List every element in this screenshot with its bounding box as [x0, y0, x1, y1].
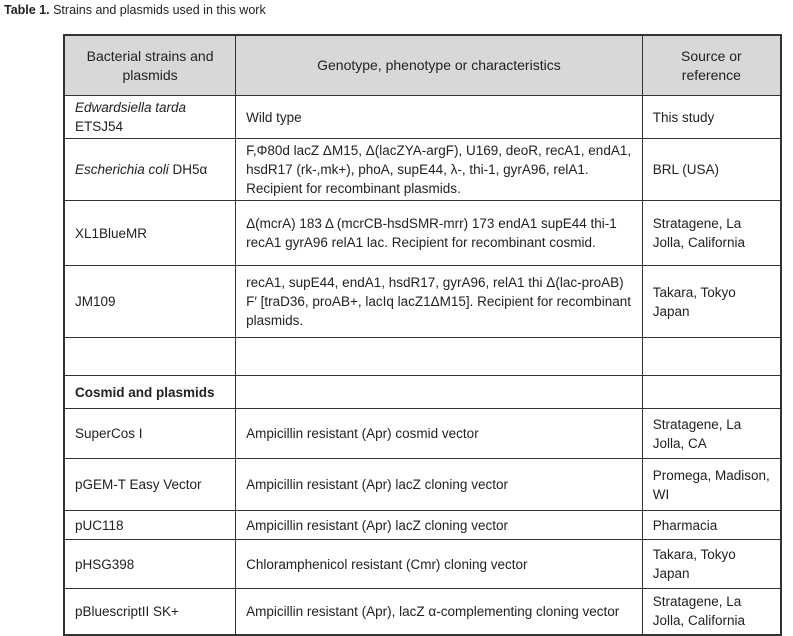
plasmid-name: pBluescriptII SK+: [64, 589, 236, 635]
strain-name-italic: Edwardsiella tarda: [75, 100, 187, 115]
table-row: [64, 201, 781, 266]
plasmid-name: pGEM-T Easy Vector: [64, 459, 236, 511]
plasmid-name: pUC118: [64, 511, 236, 540]
genotype-cell: Ampicillin resistant (Apr) lacZ cloning vector: [236, 459, 643, 511]
genotype-cell: F,Φ80d lacZ ΔM15, Δ(lacZYA-argF), U169, deoR, recA1, endA1, hsdR17 (rk-,mk+), phoA, supE44, λ-, thi-1, gyrA96, relA1. Recipient for recombinant plasmids.: [236, 139, 643, 201]
empty-row: [64, 338, 781, 376]
table-row: [64, 540, 781, 589]
section-heading: Cosmid and plasmids: [64, 376, 236, 409]
table-row: [64, 139, 781, 201]
strain-name: [64, 266, 236, 338]
genotype-cell: recA1, supE44, endA1, hsdR17, gyrA96, relA1 thi Δ(lac-proAB) F′ [traD36, proAB+, lacIq lacZ1ΔM15]. Recipient for recombinant plasmids.: [236, 266, 643, 338]
header-source: Source or reference: [642, 35, 781, 96]
source-cell: Stratagene, La Jolla, California: [642, 201, 781, 266]
caption-text: Strains and plasmids used in this work: [49, 3, 266, 17]
strain-name-italic: Escherichia coli: [75, 162, 169, 177]
strain-name: [64, 96, 236, 139]
table-row: [64, 511, 781, 540]
strain-name: [64, 201, 236, 266]
source-cell: Takara, Tokyo Japan: [642, 266, 781, 338]
genotype-cell: Ampicillin resistant (Apr), lacZ α-complementing cloning vector: [236, 589, 643, 635]
table-caption: [4, 3, 266, 17]
source-cell: Takara, Tokyo Japan: [642, 540, 781, 589]
strain-name-rest: XL1BlueMR: [75, 225, 148, 241]
strain-name-rest: JM109: [75, 294, 116, 309]
source-cell: Pharmacia: [642, 511, 781, 540]
genotype-cell: Ampicillin resistant (Apr) lacZ cloning vector: [236, 511, 643, 540]
section-row: [64, 376, 781, 409]
genotype-cell: Ampicillin resistant (Apr) cosmid vector: [236, 409, 643, 459]
strain-name-rest: DH5α: [168, 162, 208, 177]
source-cell: Stratagene, La Jolla, California: [642, 589, 781, 635]
genotype-cell: Δ(mcrA) 183 Δ (mcrCB-hsdSMR-mrr) 173 endA1 supE44 thi-1 recA1 gyrA96 relA1 lac. Recipient for recombinant cosmid.: [236, 201, 643, 266]
table-row: [64, 589, 781, 635]
strain-name: [64, 139, 236, 201]
source-cell: BRL (USA): [642, 139, 781, 201]
source-cell: Promega, Madison, WI: [642, 459, 781, 511]
caption-label: Table 1.: [4, 3, 50, 17]
strain-name-rest: ETSJ54: [75, 119, 124, 134]
source-cell: Stratagene, La Jolla, CA: [642, 409, 781, 459]
strains-table: [63, 34, 782, 636]
table-row: [64, 459, 781, 511]
source-cell: This study: [642, 96, 781, 139]
table-row: [64, 266, 781, 338]
genotype-cell: Wild type: [236, 96, 643, 139]
header-strains: Bacterial strains and plasmids: [64, 35, 236, 96]
table-row: [64, 409, 781, 459]
header-genotype: Genotype, phenotype or characteristics: [236, 35, 643, 96]
genotype-cell: Chloramphenicol resistant (Cmr) cloning vector: [236, 540, 643, 589]
table-row: [64, 96, 781, 139]
plasmid-name: SuperCos I: [64, 409, 236, 459]
plasmid-name: pHSG398: [64, 540, 236, 589]
header-row: [64, 35, 781, 96]
